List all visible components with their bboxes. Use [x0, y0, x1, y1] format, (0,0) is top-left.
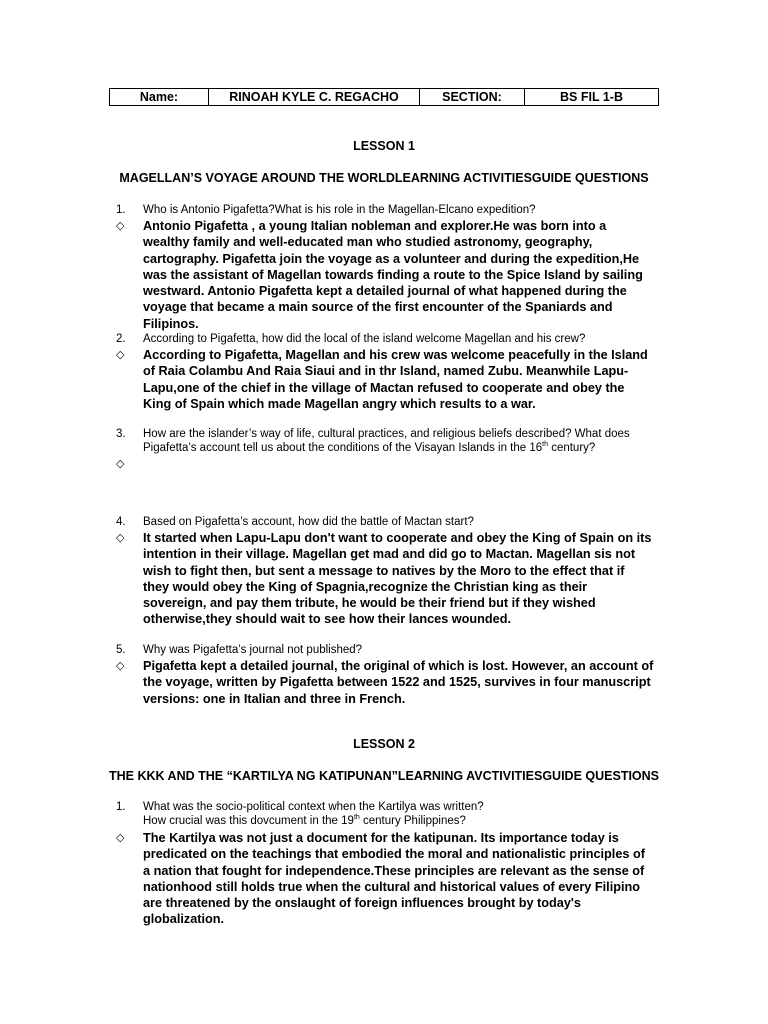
lesson1-answer-2	[116, 347, 654, 412]
answer-text: It started when Lapu-Lapu don't want to cooperate and obey the King of Spain on its intention in their village. Magellan get mad and did go to Mactan. Magellan sis not wish to fight then, but sent a message to natives by the Moro to the effect that if they would obey the King of Spagnia,recognize the Christian king as their sovereign, and pay them tribute, he would be their friend but if they wished otherwise,they should wait to see how their lances wounded.	[143, 531, 652, 627]
student-info-table	[109, 88, 659, 106]
diamond-bullet-icon: ◇	[116, 660, 125, 672]
question-number: 5.	[116, 644, 126, 656]
question-text-part: How crucial was this dovcument in the 19	[143, 815, 354, 827]
superscript: th	[542, 441, 548, 448]
diamond-bullet-icon: ◇	[116, 349, 125, 361]
lesson1-question-5	[116, 643, 661, 657]
answer-text: Pigafetta kept a detailed journal, the original of which is lost. However, an account of the voyage, written by Pigafetta between 1522 and 1525, survives in four manuscript versions: one in Italian and three in French.	[143, 659, 654, 706]
lesson1-answer-1	[116, 218, 654, 332]
question-number: 4.	[116, 516, 126, 528]
question-text-part: How are the islander’s way of life, cultural practices, and religious beliefs described? What does Pigafetta’s account tell us about the conditions of the Visayan Islands in the 16	[143, 428, 630, 454]
lesson1-title: MAGELLAN’S VOYAGE AROUND THE WORLDLEARNING ACTIVITIESGUIDE QUESTIONS	[119, 171, 649, 185]
superscript: th	[353, 814, 360, 821]
question-text-part: century?	[548, 442, 596, 454]
lesson1-question-4	[116, 515, 661, 529]
question-text-line1: What was the socio-political context when the Kartilya was written?	[143, 801, 484, 813]
diamond-bullet-icon: ◇	[116, 832, 125, 844]
answer-text: The Kartilya was not just a document for the katipunan. Its importance today is predicated on the teachings that embodied the moral and nationalistic principles of a nation that fought for independence.These principles are relevant as the sense of nationhood still holds true when the cultural and historical values of every Filipino are threatened by the onslaught of foreign influences brought by today's globalization.	[143, 831, 645, 927]
question-number: 2.	[116, 333, 126, 345]
question-text: Who is Antonio Pigafetta?What is his role in the Magellan-Elcano expedition?	[143, 204, 536, 216]
question-number: 1.	[116, 801, 126, 813]
question-text-line2	[143, 814, 661, 828]
lesson2-answer-1	[116, 830, 654, 928]
question-number: 3.	[116, 428, 126, 440]
lesson2-label: LESSON 2	[353, 737, 415, 751]
lesson1-question-3	[116, 427, 661, 455]
lesson1-label: LESSON 1	[353, 139, 415, 153]
answer-text: Antonio Pigafetta , a young Italian nobleman and explorer.He was born into a wealthy family and well-educated man who studied astronomy, geography, cartography. Pigafetta join the voyage as a volunteer and during the expedition,He was the assistant of Magellan towards finding a route to the Spice Island by sailing westward. Antonio Pigafetta kept a detailed journal of what happened during the voyage that became a main source of the first encounter of the Spaniards and Filipinos.	[143, 219, 643, 331]
section-label: SECTION:	[420, 89, 525, 106]
question-text: Why was Pigafetta’s journal not published?	[143, 644, 363, 656]
diamond-bullet-icon: ◇	[116, 532, 125, 544]
section-value: BS FIL 1-B	[525, 89, 659, 106]
name-label: Name:	[110, 89, 209, 106]
name-value: RINOAH KYLE C. REGACHO	[209, 89, 420, 106]
lesson1-question-1	[116, 203, 661, 217]
lesson1-answer-4	[116, 530, 654, 628]
lesson2-title: THE KKK AND THE “KARTILYA NG KATIPUNAN”LEARNING AVCTIVITIESGUIDE QUESTIONS	[108, 769, 660, 783]
question-text: According to Pigafetta, how did the local of the island welcome Magellan and his crew?	[143, 333, 586, 345]
lesson1-answer-5	[116, 658, 654, 707]
diamond-bullet-icon: ◇	[116, 458, 125, 470]
lesson1-question-2	[116, 332, 661, 346]
answer-text: According to Pigafetta, Magellan and his crew was welcome peacefully in the Island of Raia Colambu And Raia Siaui and in thr Island, named Zubu. Meanwhile Lapu-Lapu,one of the chief in the village of Mactan refused to cooperate and obey the King of Spain which made Magellan angry which results to a war.	[143, 348, 648, 411]
question-number: 1.	[116, 204, 126, 216]
question-text	[143, 427, 661, 455]
question-text: Based on Pigafetta’s account, how did the battle of Mactan start?	[143, 516, 474, 528]
diamond-bullet-icon: ◇	[116, 220, 125, 232]
question-text-part: century Philippines?	[359, 815, 466, 827]
lesson2-question-1	[116, 800, 661, 828]
